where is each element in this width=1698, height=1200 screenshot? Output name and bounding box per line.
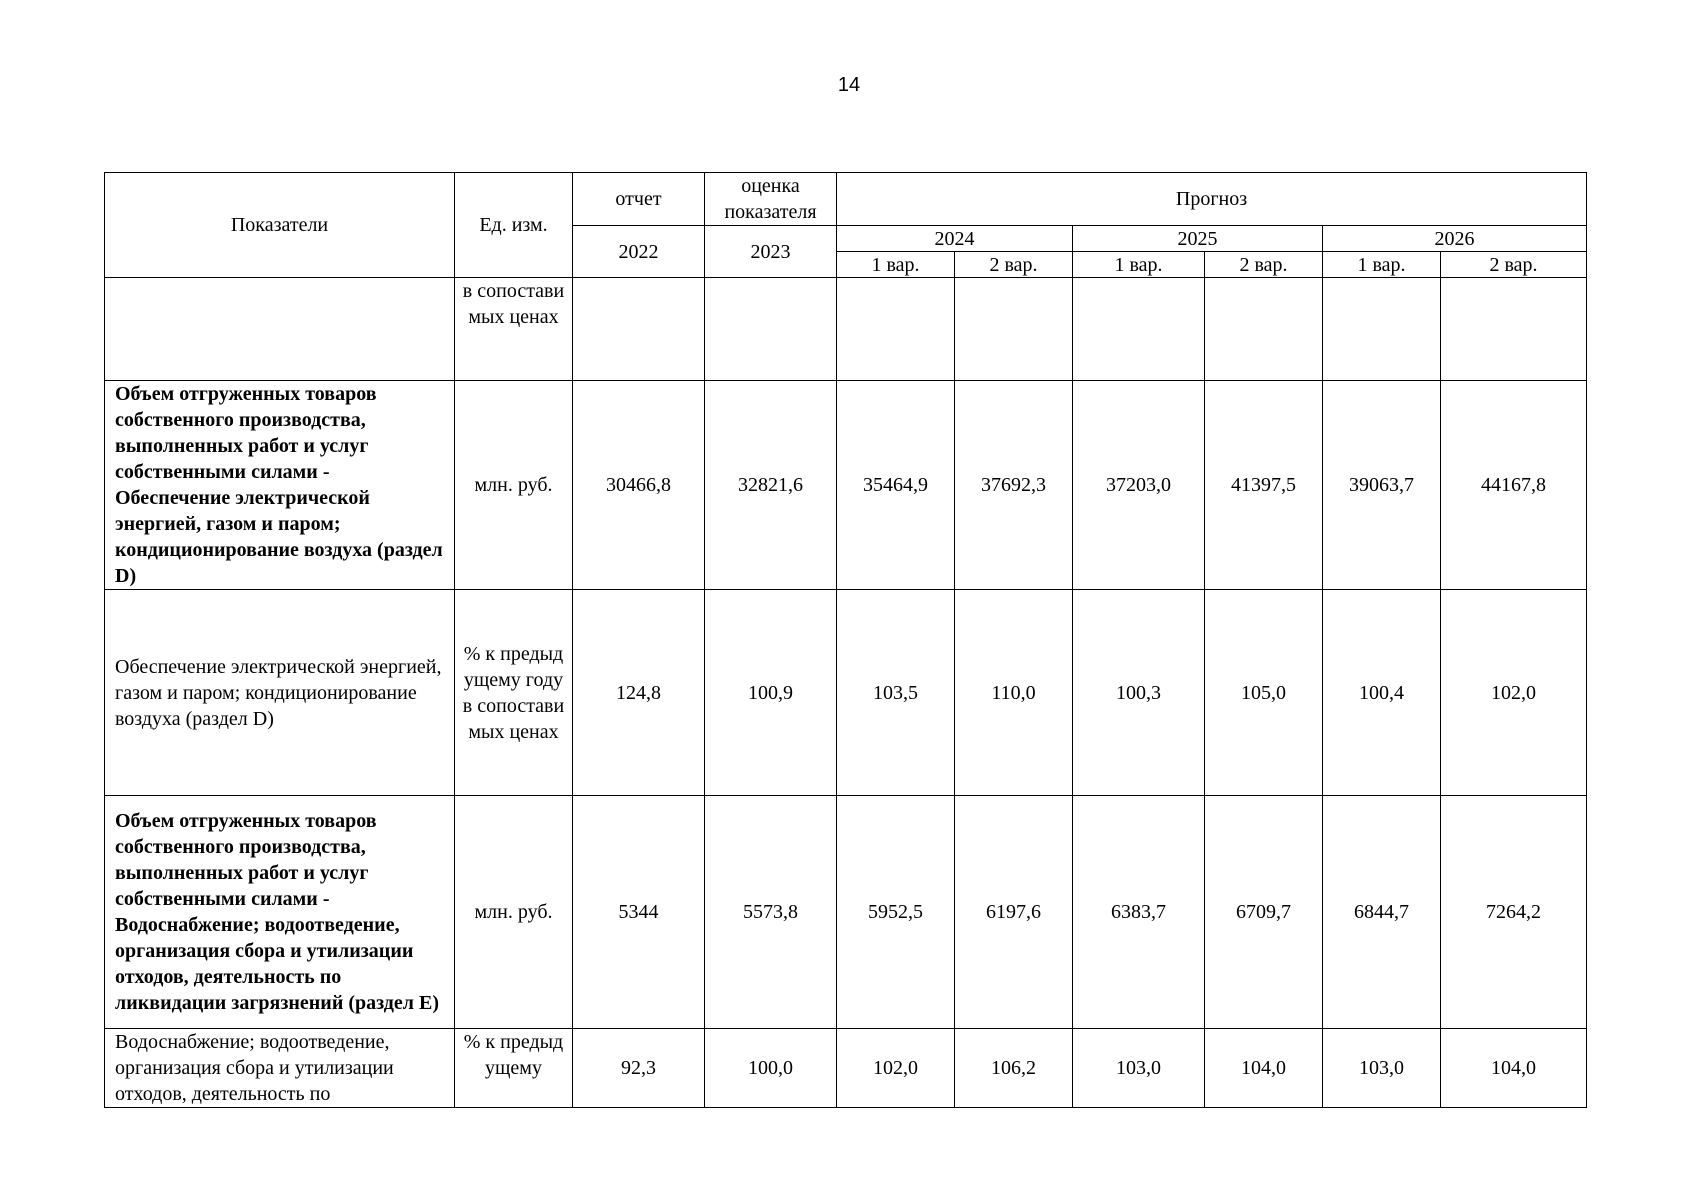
row-value-2025-var1: 6383,7 <box>1073 796 1205 1029</box>
header-variant-2024-1: 1 вар. <box>837 252 955 278</box>
row-value-2024-var2: 106,2 <box>955 1029 1073 1108</box>
row-value-2024-var1 <box>837 278 955 381</box>
row-value-2025-var2: 104,0 <box>1205 1029 1323 1108</box>
row-unit: в сопоставимых ценах <box>455 278 573 381</box>
row-value-2024-var1: 103,5 <box>837 590 955 796</box>
row-indicator <box>105 278 455 381</box>
header-variant-2026-1: 1 вар. <box>1323 252 1441 278</box>
table-row <box>105 278 1587 381</box>
row-value-2023: 5573,8 <box>705 796 837 1029</box>
table-row <box>105 1029 1587 1108</box>
row-value-2022: 5344 <box>573 796 705 1029</box>
row-unit: % к предыдущему году в сопоставимых ценах <box>455 590 573 796</box>
row-value-2026-var2: 102,0 <box>1441 590 1587 796</box>
header-row-top <box>105 173 1587 226</box>
header-year-2025: 2025 <box>1073 226 1323 252</box>
row-value-2025-var2: 6709,7 <box>1205 796 1323 1029</box>
header-estimate: оценка показателя <box>705 173 837 226</box>
header-variant-2025-2: 2 вар. <box>1205 252 1323 278</box>
forecast-table <box>104 172 1587 1108</box>
header-forecast: Прогноз <box>837 173 1587 226</box>
row-indicator: Объем отгруженных товаров собственного производства, выполненных работ и услуг собственными силами - Водоснабжение; водоотведение, организация сбора и утилизации отходов, деятельность по ликвидации загрязнений (раздел E) <box>105 796 455 1029</box>
row-value-2023: 100,9 <box>705 590 837 796</box>
row-value-2024-var1: 35464,9 <box>837 381 955 590</box>
row-unit: % к предыдущему <box>455 1029 573 1108</box>
row-indicator: Объем отгруженных товаров собственного производства, выполненных работ и услуг собственными силами - Обеспечение электрической энергией, газом и паром; кондиционирование воздуха (раздел D) <box>105 381 455 590</box>
row-value-2025-var1: 37203,0 <box>1073 381 1205 590</box>
row-value-2023 <box>705 278 837 381</box>
row-value-2026-var1 <box>1323 278 1441 381</box>
row-value-2024-var2: 6197,6 <box>955 796 1073 1029</box>
row-value-2026-var2: 7264,2 <box>1441 796 1587 1029</box>
header-variant-2025-1: 1 вар. <box>1073 252 1205 278</box>
header-year-2023: 2023 <box>705 226 837 278</box>
row-value-2025-var1 <box>1073 278 1205 381</box>
table-row <box>105 590 1587 796</box>
header-year-2024: 2024 <box>837 226 1073 252</box>
row-value-2022: 30466,8 <box>573 381 705 590</box>
header-variant-2026-2: 2 вар. <box>1441 252 1587 278</box>
row-value-2024-var1: 5952,5 <box>837 796 955 1029</box>
row-value-2026-var2: 44167,8 <box>1441 381 1587 590</box>
row-value-2023: 100,0 <box>705 1029 837 1108</box>
row-value-2025-var1: 100,3 <box>1073 590 1205 796</box>
row-indicator: Водоснабжение; водоотведение, организация сбора и утилизации отходов, деятельность по <box>105 1029 455 1108</box>
row-value-2025-var2: 105,0 <box>1205 590 1323 796</box>
table-row <box>105 796 1587 1029</box>
row-value-2025-var1: 103,0 <box>1073 1029 1205 1108</box>
header-variant-2024-2: 2 вар. <box>955 252 1073 278</box>
header-report: отчет <box>573 173 705 226</box>
header-unit: Ед. изм. <box>455 173 573 278</box>
row-value-2022: 124,8 <box>573 590 705 796</box>
row-unit: млн. руб. <box>455 796 573 1029</box>
page-number: 14 <box>837 74 861 96</box>
row-value-2022: 92,3 <box>573 1029 705 1108</box>
row-value-2025-var2: 41397,5 <box>1205 381 1323 590</box>
header-indicator: Показатели <box>105 173 455 278</box>
row-value-2026-var1: 39063,7 <box>1323 381 1441 590</box>
row-value-2026-var1: 100,4 <box>1323 590 1441 796</box>
row-value-2022 <box>573 278 705 381</box>
row-value-2025-var2 <box>1205 278 1323 381</box>
header-year-2022: 2022 <box>573 226 705 278</box>
table-row <box>105 381 1587 590</box>
row-value-2026-var2: 104,0 <box>1441 1029 1587 1108</box>
row-value-2024-var2 <box>955 278 1073 381</box>
row-value-2024-var2: 110,0 <box>955 590 1073 796</box>
row-indicator: Обеспечение электрической энергией, газом и паром; кондиционирование воздуха (раздел D) <box>105 590 455 796</box>
row-value-2024-var2: 37692,3 <box>955 381 1073 590</box>
row-value-2026-var1: 6844,7 <box>1323 796 1441 1029</box>
row-value-2024-var1: 102,0 <box>837 1029 955 1108</box>
row-value-2026-var1: 103,0 <box>1323 1029 1441 1108</box>
row-value-2023: 32821,6 <box>705 381 837 590</box>
header-year-2026: 2026 <box>1323 226 1587 252</box>
row-unit: млн. руб. <box>455 381 573 590</box>
row-value-2026-var2 <box>1441 278 1587 381</box>
